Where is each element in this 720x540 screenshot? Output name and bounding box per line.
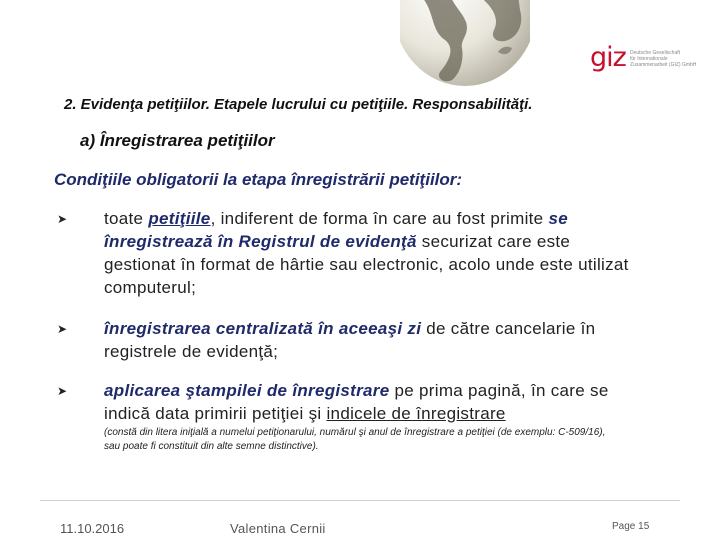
bullet-emphasis: se înregistrează în Registrul de evidenţă [104, 209, 568, 251]
bullet-text-part: de către cancelarie în registrele de evidenţă; [104, 319, 596, 361]
bullet-text-part: toate [104, 209, 149, 228]
bullet-item [104, 207, 644, 299]
globe-image [400, 0, 530, 90]
logo-subtitle: Deutsche Gesellschaft für Internationale Zusammenarbeit (GIZ) GmbH [630, 50, 697, 68]
slide-subheading: a) Înregistrarea petiţiilor [80, 131, 275, 150]
bullet-text-part: , indiferent de forma în care au fost primite [210, 209, 549, 228]
bullet-arrow-icon: ➤ [57, 384, 68, 398]
bullet-arrow-icon: ➤ [57, 212, 68, 226]
bullet-text-part: securizat care este gestionat în format de hârtie sau electronic, acolo unde este utilizat computerul; [104, 232, 629, 297]
slide-heading: 2. Evidenţa petiţiilor. Etapele lucrului cu petiţiile. Responsabilităţi. [64, 96, 533, 113]
bullet-emphasis: aplicarea ştampilei de înregistrare [104, 381, 390, 400]
section-title: Condiţiile obligatorii la etapa înregistrării petiţiilor: [54, 170, 463, 189]
bullet-arrow-icon: ➤ [57, 322, 68, 336]
giz-logo [590, 44, 710, 80]
logo-word: giz [590, 42, 626, 73]
footnote: (constă din litera iniţială a numelui petiţionarului, numărul şi anul de înregistrare a petiţiei (de exemplu: C-509/16), sau poate fi constituit din alte semne distinctive). [104, 427, 606, 452]
page-number: Page 15 [612, 521, 650, 532]
footer-divider [40, 500, 680, 501]
bullet-item [104, 379, 644, 425]
bullet-underlined: indicele de înregistrare [326, 404, 506, 423]
bullet-emphasis: petiţiile [148, 209, 211, 228]
bullet-emphasis: înregistrarea centralizată în aceeaşi zi [104, 319, 422, 338]
footer-author: Valentina Cernii [230, 521, 326, 536]
footer-date: 11.10.2016 [60, 521, 125, 536]
bullet-text-part: pe prima pagină, în care se indică data primirii petiţiei şi [104, 381, 609, 423]
bullet-item [104, 317, 644, 363]
